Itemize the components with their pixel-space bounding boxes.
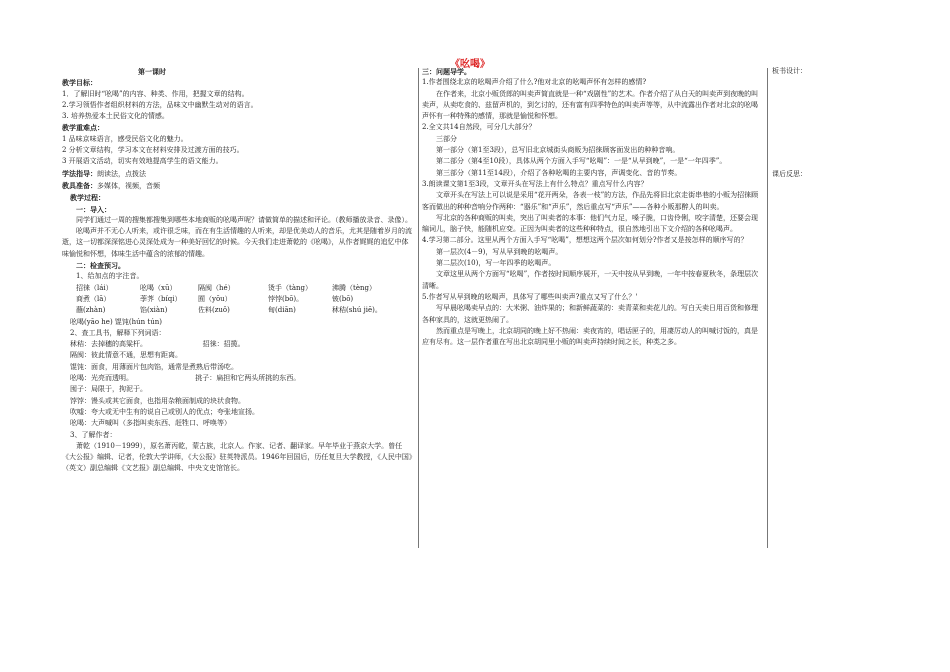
guide-answer: 第一层次(4－9)，写从早到晚的吆喝声。 — [436, 247, 563, 256]
guide-answer: 然而重点是写晚上，北京胡同的晚上好不热闹：卖夜宵的，唱话匣子的，用凄厉动人的叫喊讨饭的，真是应有尽有。这一层作者重在写出北京胡同里小贩的叫卖声持续时间之长，种类之多。 — [422, 326, 758, 347]
guide-answer: 三部分 — [436, 134, 457, 143]
goal-item: 3. 培养热爱本土民俗文化的情感。 — [62, 112, 169, 121]
middle-column — [422, 66, 762, 348]
pinyin-item: 馅(xiàn) — [140, 306, 168, 315]
question-1: 1、给加点的字注音。 — [76, 272, 144, 281]
lesson-title: 第一课时 — [138, 67, 166, 76]
goal-item: 1．了解旧时“吆喝”的内容、种类、作用，把握文章的结构。 — [62, 89, 249, 98]
goals-heading: 教学目标： — [62, 78, 97, 88]
key-points-heading: 教学重难点： — [62, 123, 104, 133]
word-definition: 囤子：局限于，拘泥于。 — [70, 385, 147, 394]
section3-heading: 三：问题导学。 — [422, 67, 471, 76]
pinyin-item: 囿（yōu） — [198, 294, 232, 303]
guide-answer: 第三部分（第11至14段），介绍了各种吆喝的主要内容，声调变化、音的节奏。 — [436, 168, 682, 177]
guide-answer: 第一部分（第1至3段），总写旧北京城街头商贩为招徕顾客面发出的种种音响。 — [436, 146, 680, 155]
guide-answer: 在作者来，北京小贩货郎的叫卖声简直就是一种“戏剧性”的艺术。作者介绍了从白天的叫卖声到夜晚的叫卖声，从卖吃食的、兹留声机的，到乞讨的，还有富有四季特色的叫卖声等等，从中流露出作者对北京的吆喝声怀有一种特殊的感情，那就是愉悦和怀想。 — [422, 89, 759, 121]
guide-question: 3.朗读课文第1至3段，文章开头在写法上有什么特点？重点写什么内容？ — [422, 179, 648, 188]
pinyin-item: 蘸(zhàn) — [76, 306, 106, 315]
pinyin-item: 甸(diān) — [268, 306, 296, 315]
method-line — [62, 168, 414, 180]
guide-answer: 文章开头在写法上可以说是采用“花开两朵，各表一枝”的方法，作品先将旧北京走街串巷的小贩为招徕顾客而做出的种种音响分作两种：“器乐”和“声乐”，然后重点写“声乐”——各种小贩那醉人的叫卖。 — [422, 191, 759, 211]
pinyin-item: 沸腾（tèng） — [332, 283, 376, 292]
word-definition: 秫秸：去掉穗的高粱杆。 招徕：招揽。 — [70, 340, 245, 349]
guide-answer: 写北京的各种商贩的叫卖，突出了叫卖者的本事：他们气力足，嗓子脆，口齿伶俐，咬字清楚，还要会现编词儿，脑子快，能随机应变。正因为叫卖者的这些种种特点，很自然地引出下文介绍的各种吆喝声。 — [422, 213, 758, 234]
word-definition: 吹嘘：夸大或无中生有的说自己或别人的优点；夸张地宣扬。 — [70, 407, 259, 416]
word-definition: 吆喝：光亮而透明。 挑子：扁担和它两头所挑的东西。 — [70, 374, 301, 383]
method-value: 朗读法，点拨法 — [97, 169, 146, 178]
pinyin-last-line: 吆喝(yāo he) 馄饨(hún tún) — [70, 317, 162, 326]
question-3: 3、了解作者： — [70, 430, 117, 439]
pinyin-item: 烫手（tàng） — [268, 283, 312, 292]
key-point-item: 2 分析文章结构，学习本文在材料安排及过渡方面的技巧。 — [62, 146, 244, 155]
reflection-label: 课后反思： — [772, 170, 807, 179]
guide-question: 1.作者围绕北京的吆喝声介绍了什么?他对北京的吆喝声怀有怎样的感情? — [422, 78, 647, 87]
intro-paragraph: 吆喝声并不无心人听来，或许很乏味，而在有生活情趣的人听来，却是优美动人的音乐，尤其是随着岁月的流逝，这一切都深深铭进心灵深处成为一种美好回忆的时候。今天我们走进萧乾的《吆喝》，从作者娓娓的追忆中体味愉悦和怀想，体味生活中蕴含的浓郁的情趣。 — [62, 227, 412, 258]
column-divider-2 — [767, 68, 768, 548]
word-definition: 隔阂：彼此情意不通，思想有距离。 — [70, 351, 182, 360]
tools-label: 教具准备： — [62, 180, 97, 190]
word-definition: 馄饨：面食，用薄面片包肉馅，通常是煮熟后带汤吃。 — [70, 362, 238, 371]
word-definition: 吆喝：大声喊叫（多指叫卖东西、赶牲口、呼唤等） — [70, 419, 231, 428]
column-divider-1 — [418, 68, 419, 548]
guide-answer: 第二部分（第4至10段），具体从两个方面入手写“吆喝”：一是“从早到晚”，一是“一年四季”。 — [436, 157, 727, 166]
pinyin-item: 荸荠（bíqi） — [140, 294, 182, 303]
tools-value: 多媒体，视频，音频 — [97, 181, 160, 190]
left-column — [62, 66, 414, 475]
pinyin-item: 隔阂（hé） — [198, 283, 235, 292]
key-point-item: 3 开展语文活动，切实有效地提高学生的语文能力。 — [62, 157, 223, 166]
section1-heading: 一：导入： — [76, 204, 111, 214]
question-2: 2、查工具书，解释下列词语： — [70, 328, 166, 337]
intro-paragraph: 同学们通过一周的搜集都搜集到哪些本地商贩的吆喝声呢？请做简单的描述和评论。（教师播放录音、录像）。 — [76, 215, 412, 224]
word-definition: 饽饽：馒头或其它面食，也指用杂粮面制成的块状食物。 — [70, 396, 245, 405]
pinyin-item: 佐料(zuǒ) — [198, 306, 230, 315]
section2-heading: 二：检查预习。 — [76, 261, 125, 271]
method-label: 学法指导： — [62, 168, 97, 178]
pinyin-item: 秫秸(shú jiē)。 — [332, 306, 382, 315]
pinyin-item: 吆喝（xū） — [140, 283, 177, 292]
right-column — [772, 66, 852, 181]
board-design-label: 板书设计： — [772, 67, 807, 75]
guide-answer: 写早晨吆喝卖早点的：大米粥、油炸果的；和新鲜蔬菜的：卖青菜和卖花儿的。写白天卖日用百货和修理各种家具的，这就更热闹了。 — [422, 304, 758, 324]
pinyin-item: 铍(bō) — [332, 294, 354, 303]
pinyin-item: 商煮（lā） — [76, 294, 111, 303]
guide-question: 2.全文共14自然段，可分几大部分？ — [422, 123, 536, 132]
pinyin-item: 招徕（lái） — [76, 283, 113, 292]
process-heading: 教学过程： — [70, 193, 105, 203]
guide-answer: 第二层次(10)，写一年四季的吆喝声。 — [436, 259, 556, 268]
author-paragraph: 萧乾（1910－1999），原名萧丙乾，蒙古族，北京人。作家、记者、翻译家。早年毕业于燕京大学。曾任《大公报》编辑、记者，伦敦大学讲师，《大公报》驻英特派员。1946年回国后，历任复旦大学教授，《人民中国》（英文）副总编辑《文艺报》副总编辑、中央文史馆馆长。 — [62, 441, 413, 473]
document-title: 《吆喝》 — [450, 59, 490, 70]
pinyin-grid — [62, 283, 414, 317]
guide-question: 5.作者写从早到晚的吆喝声，具体写了哪些叫卖声?重点又写了什么？' — [422, 292, 638, 301]
pinyin-item: 悖悖(bō)。 — [268, 294, 304, 303]
tools-line — [62, 180, 414, 192]
goal-item: 2.学习领悟作者组织材料的方法，品味文中幽默生动对的语言。 — [62, 100, 258, 109]
guide-answer: 文章这里从两个方面写“吆喝”，作者按时间顺序展开，一天中按从早到晚，一年中按春夏秋冬，条理层次清晰。 — [422, 270, 759, 290]
guide-question: 4.学习第二部分。这里从两个方面入手写“吆喝”，想想这两个层次如何划分?作者又是按怎样的顺序写的？ — [422, 236, 748, 245]
key-point-item: 1 品味京味语言，感受民俗文化的魅力。 — [62, 134, 188, 143]
